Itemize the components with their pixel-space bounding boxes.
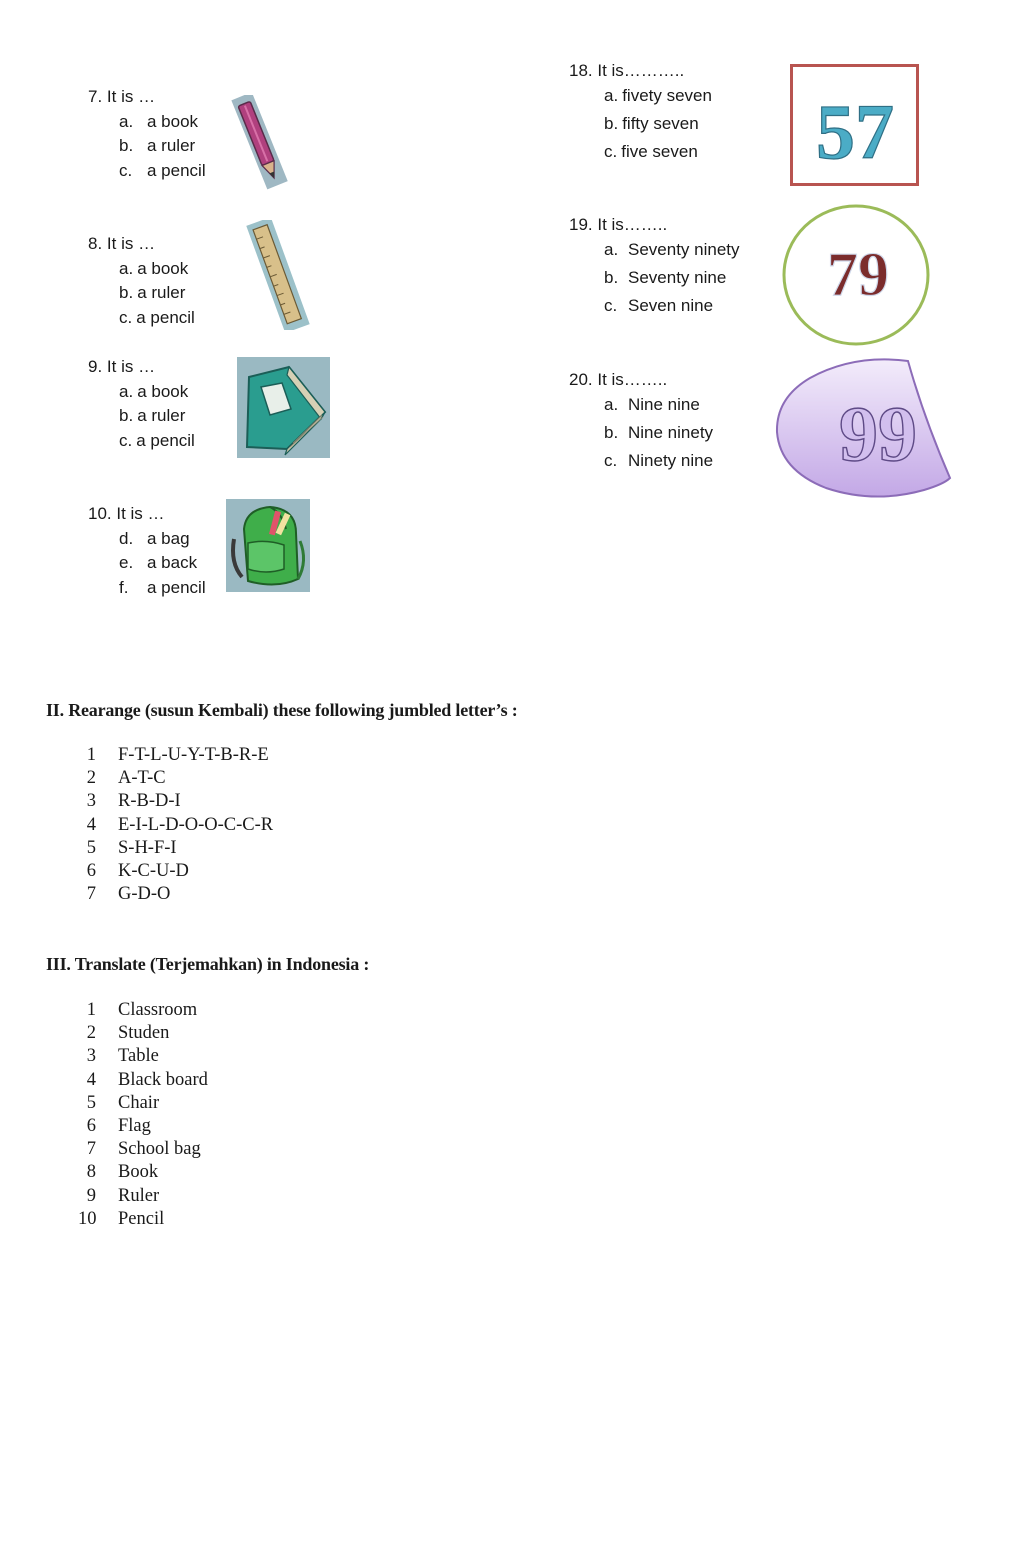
backpack-image: [226, 499, 310, 592]
number-79-circle: [780, 202, 932, 348]
option-b[interactable]: b. a ruler: [119, 283, 186, 302]
book-image: [237, 357, 330, 458]
option-a[interactable]: a. Nine nine: [604, 395, 700, 414]
option-d[interactable]: d. a bag: [119, 528, 190, 548]
pencil-image: [225, 95, 293, 190]
question-stem: 20. It is……..: [569, 370, 668, 389]
list-item: 6 K-C-U-D: [86, 860, 189, 881]
list-item: 9 Ruler: [86, 1185, 160, 1206]
ruler-image: [243, 220, 313, 330]
question-stem: 8. It is …: [88, 234, 156, 253]
option-c[interactable]: c. a pencil: [119, 307, 195, 327]
list-item: 2 Studen: [86, 1023, 170, 1044]
list-item: 10 Pencil: [78, 1208, 165, 1229]
question-stem: 9. It is …: [88, 357, 156, 376]
section-2-title: II. Rearange (susun Kembali) these following jumbled letter’s :: [46, 700, 518, 720]
option-b[interactable]: b. Nine ninety: [604, 423, 714, 442]
question-8: [88, 232, 195, 330]
question-19: [569, 215, 740, 324]
option-e[interactable]: e. a back: [119, 553, 198, 572]
question-stem: 18. It is………..: [569, 61, 685, 80]
section-3-title: III. Translate (Terjemahkan) in Indonesia :: [46, 954, 370, 974]
option-a[interactable]: a. a book: [119, 381, 189, 401]
jumbled-letters-list: [78, 744, 273, 906]
option-a[interactable]: a. Seventy ninety: [604, 240, 740, 259]
list-item: 8 Book: [86, 1162, 159, 1183]
list-item: 5 Chair: [86, 1092, 160, 1113]
option-c[interactable]: c. a pencil: [119, 430, 195, 450]
option-f[interactable]: f. a pencil: [119, 577, 206, 597]
list-item: 1 F-T-L-U-Y-T-B-R-E: [86, 745, 269, 765]
number-99: 99: [839, 390, 917, 477]
number-57-box: [790, 64, 920, 186]
list-item: 7 G-D-O: [86, 884, 171, 905]
question-9: [88, 355, 195, 453]
question-7: [88, 85, 206, 183]
option-b[interactable]: b. Seventy nine: [604, 268, 727, 287]
number-99-shape: [774, 358, 954, 500]
list-item: 3 Table: [86, 1046, 159, 1067]
number-79: 79: [827, 241, 889, 309]
list-item: 7 School bag: [86, 1139, 201, 1160]
option-c[interactable]: c. five seven: [604, 142, 698, 161]
list-item: 3 R-B-D-I: [86, 791, 181, 812]
list-item: 1 Classroom: [86, 1000, 198, 1020]
question-stem: 7. It is …: [88, 87, 156, 106]
question-10: [88, 502, 206, 600]
option-a[interactable]: a. a book: [119, 111, 199, 131]
list-item: 5 S-H-F-I: [86, 837, 177, 858]
option-b[interactable]: b. a ruler: [119, 406, 186, 425]
number-57: 57: [816, 88, 894, 175]
option-a[interactable]: a. a book: [119, 258, 189, 278]
question-20: [569, 370, 713, 479]
question-stem: 19. It is……..: [569, 215, 668, 234]
option-c[interactable]: c. Ninety nine: [604, 451, 714, 470]
option-b[interactable]: b. fifty seven: [604, 114, 699, 133]
option-c[interactable]: c. Seven nine: [604, 296, 714, 315]
option-b[interactable]: b. a ruler: [119, 136, 196, 155]
question-18: [569, 61, 712, 170]
option-c[interactable]: c. a pencil: [119, 160, 206, 180]
list-item: 2 A-T-C: [86, 768, 166, 789]
translate-list: [78, 999, 208, 1231]
list-item: 4 Black board: [86, 1069, 208, 1090]
question-stem: 10. It is …: [88, 504, 165, 523]
option-a[interactable]: a. fivety seven: [604, 86, 712, 105]
list-item: 6 Flag: [86, 1115, 151, 1136]
list-item: 4 E-I-L-D-O-O-C-C-R: [86, 814, 274, 835]
